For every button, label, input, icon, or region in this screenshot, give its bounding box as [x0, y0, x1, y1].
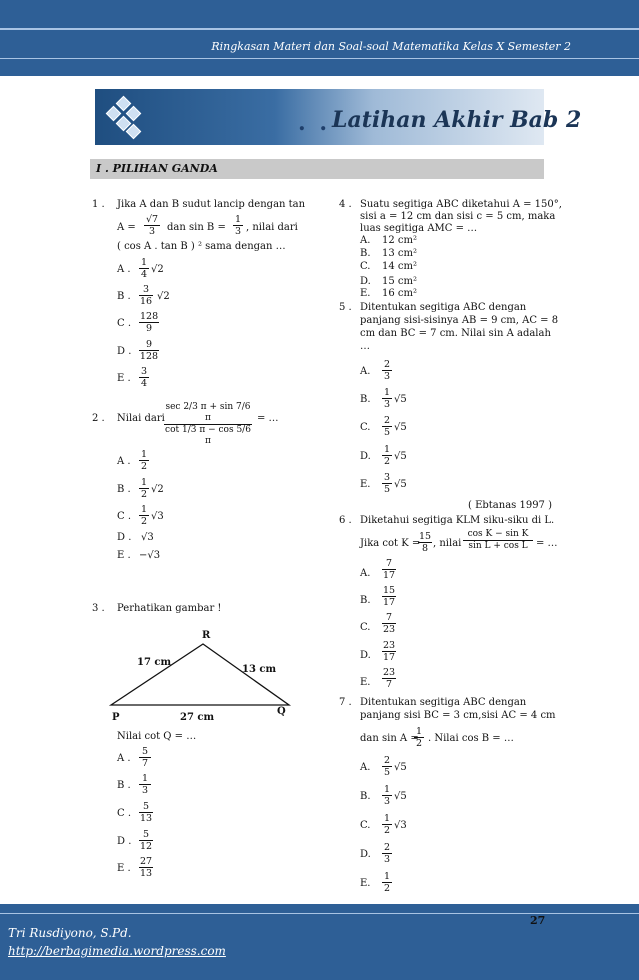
question-text: = … — [536, 538, 558, 549]
option-radical: √5 — [394, 394, 407, 405]
fraction: 7 17 — [382, 558, 396, 581]
question-number: 1 . — [92, 199, 105, 210]
option-label: D. — [360, 849, 371, 860]
option-label: A. — [360, 366, 371, 377]
option-label: A. — [360, 568, 371, 579]
fraction: 23 17 — [382, 640, 396, 663]
fraction: 23 7 — [383, 667, 396, 690]
header-title: Ringkasan Materi dan Soal-soal Matematika Kelas X Semester 2 — [211, 40, 571, 53]
page-header — [0, 0, 639, 76]
source-note: ( Ebtanas 1997 ) — [468, 500, 553, 511]
side-label: 17 cm — [137, 657, 172, 668]
question-number: 3 . — [92, 603, 105, 614]
option-label: B. — [360, 394, 371, 405]
fraction: 15 17 — [382, 585, 396, 608]
side-label: 13 cm — [242, 664, 277, 675]
fraction: 7 23 — [382, 612, 396, 635]
option-label: A . — [117, 264, 131, 275]
question-text: luas segitiga AMC = … — [360, 223, 478, 234]
question-number: 5 . — [339, 302, 352, 313]
option-label: C. — [360, 261, 371, 272]
option-text: 14 cm² — [382, 261, 417, 272]
question-text: Perhatikan gambar ! — [117, 603, 222, 614]
question-text: … — [360, 341, 370, 352]
fraction: 3 16 — [139, 284, 153, 307]
question-text: = … — [257, 413, 279, 424]
option-text: √3 — [141, 532, 154, 543]
fraction: 15 8 — [419, 531, 432, 554]
fraction: 1 3 — [234, 214, 242, 237]
author-name: Tri Rusdiyono, S.Pd. — [8, 926, 132, 940]
fraction: 2 5 — [383, 755, 391, 778]
option-label: C. — [360, 820, 371, 831]
fraction: 1 2 — [383, 871, 391, 894]
fraction: 1 2 — [415, 726, 423, 749]
banner-title: Latihan Akhir Bab 2 — [332, 107, 582, 133]
option-label: D. — [360, 276, 371, 287]
question-text: Ditentukan segitiga ABC dengan — [360, 302, 527, 313]
option-label: E. — [360, 479, 371, 490]
option-radical: √5 — [394, 791, 407, 802]
option-radical: √2 — [157, 291, 170, 302]
banner-dots: . . — [298, 110, 330, 136]
question-text: ( cos A . tan B ) ² sama dengan … — [117, 241, 286, 252]
option-label: B . — [117, 780, 131, 791]
question-text: . Nilai cos B = … — [428, 733, 514, 744]
option-label: D . — [117, 532, 132, 543]
fraction: 1 4 — [140, 257, 148, 280]
question-text: , nilai dari — [246, 222, 298, 233]
option-label: B . — [117, 484, 131, 495]
option-label: C. — [360, 422, 371, 433]
question-number: 7 . — [339, 697, 352, 708]
author-link[interactable]: http://berbagimedia.wordpress.com — [8, 944, 226, 958]
fraction: 9 128 — [139, 339, 159, 362]
page-number: 27 — [530, 914, 546, 927]
header-rule — [0, 58, 639, 59]
option-text: 12 cm² — [382, 235, 417, 246]
question-text: dan sin A = — [360, 733, 419, 744]
fraction: 1 2 — [383, 444, 391, 467]
vertex-label: R — [202, 630, 211, 641]
fraction: 2 3 — [383, 359, 391, 382]
question-number: 4 . — [339, 199, 352, 210]
option-label: D . — [117, 346, 132, 357]
option-text: 15 cm² — [382, 276, 417, 287]
option-label: C . — [117, 808, 132, 819]
compound-fraction: sec 2/3 π + sin 7/6 π cot 1/3 π − cos 5/6 π — [165, 402, 251, 446]
option-radical: √5 — [394, 451, 407, 462]
fraction: 1 3 — [383, 784, 391, 807]
fraction: 1 3 — [383, 387, 391, 410]
question-text: sisi a = 12 cm dan sisi c = 5 cm, maka — [360, 211, 556, 222]
option-label: E. — [360, 677, 371, 688]
fraction: 1 2 — [140, 449, 148, 472]
fraction: 1 2 — [140, 477, 148, 500]
question-text: Jika A dan B sudut lancip dengan tan — [117, 199, 306, 210]
option-label: A . — [117, 753, 131, 764]
side-label: 27 cm — [180, 712, 215, 723]
option-label: C . — [117, 318, 132, 329]
option-radical: √5 — [394, 422, 407, 433]
option-radical: √2 — [151, 264, 164, 275]
fraction: 128 9 — [140, 311, 159, 334]
fraction: 3 5 — [383, 472, 391, 495]
fraction: 5 13 — [139, 801, 153, 824]
option-label: C . — [117, 511, 132, 522]
option-label: C. — [360, 622, 371, 633]
option-label: B. — [360, 791, 371, 802]
option-label: A. — [360, 235, 371, 246]
triangle-figure — [103, 640, 303, 716]
option-text: −√3 — [139, 550, 161, 561]
fraction: 2 5 — [383, 415, 391, 438]
question-number: 2 . — [92, 413, 105, 424]
fraction: 2 3 — [383, 842, 391, 865]
question-text: Nilai cot Q = … — [117, 731, 197, 742]
vertex-label: P — [112, 712, 120, 723]
question-text: dan sin B = — [167, 222, 226, 233]
question-text: Ditentukan segitiga ABC dengan — [360, 697, 527, 708]
fraction: 5 7 — [139, 746, 151, 769]
fraction: 1 2 — [383, 813, 391, 836]
option-label: A. — [360, 762, 371, 773]
option-radical: √2 — [151, 484, 164, 495]
vertex-label: Q — [277, 706, 286, 717]
option-text: 13 cm² — [382, 248, 417, 259]
option-label: A . — [117, 456, 131, 467]
option-radical: √5 — [394, 479, 407, 490]
option-radical: √5 — [394, 762, 407, 773]
option-label: B. — [360, 595, 371, 606]
option-radical: √3 — [151, 511, 164, 522]
compound-fraction: cos K − sin K sin L + cos L — [463, 529, 533, 552]
option-label: E. — [360, 878, 371, 889]
option-label: E . — [117, 550, 131, 561]
question-text: Diketahui segitiga KLM siku-siku di L. — [360, 515, 555, 526]
header-rule — [0, 28, 639, 30]
fraction: 3 4 — [140, 366, 148, 389]
option-label: D. — [360, 451, 371, 462]
question-text: panjang sisi BC = 3 cm,sisi AC = 4 cm — [360, 710, 556, 721]
option-label: D . — [117, 836, 132, 847]
option-label: E . — [117, 863, 131, 874]
fraction: 1 3 — [139, 773, 151, 796]
question-text: cm dan BC = 7 cm. Nilai sin A adalah — [360, 328, 551, 339]
option-label: D. — [360, 650, 371, 661]
section-title: I . PILIHAN GANDA — [96, 162, 218, 175]
fraction: √7 3 — [145, 214, 159, 237]
option-label: E . — [117, 373, 131, 384]
question-text: , nilai — [433, 538, 462, 549]
option-label: B. — [360, 248, 371, 259]
question-text: Jika cot K = — [360, 538, 421, 549]
question-text: A = — [117, 222, 136, 233]
question-text: Suatu segitiga ABC diketahui A = 150°, — [360, 199, 562, 210]
question-text: Nilai dari — [117, 413, 165, 424]
fraction: 5 12 — [139, 829, 153, 852]
option-radical: √3 — [394, 820, 407, 831]
question-number: 6 . — [339, 515, 352, 526]
option-label: B . — [117, 291, 131, 302]
question-text: panjang sisi-sisinya AB = 9 cm, AC = 8 — [360, 315, 559, 326]
fraction: 1 2 — [140, 504, 148, 527]
option-text: 16 cm² — [382, 288, 417, 299]
fraction: 27 13 — [139, 856, 153, 879]
option-label: E. — [360, 288, 371, 299]
